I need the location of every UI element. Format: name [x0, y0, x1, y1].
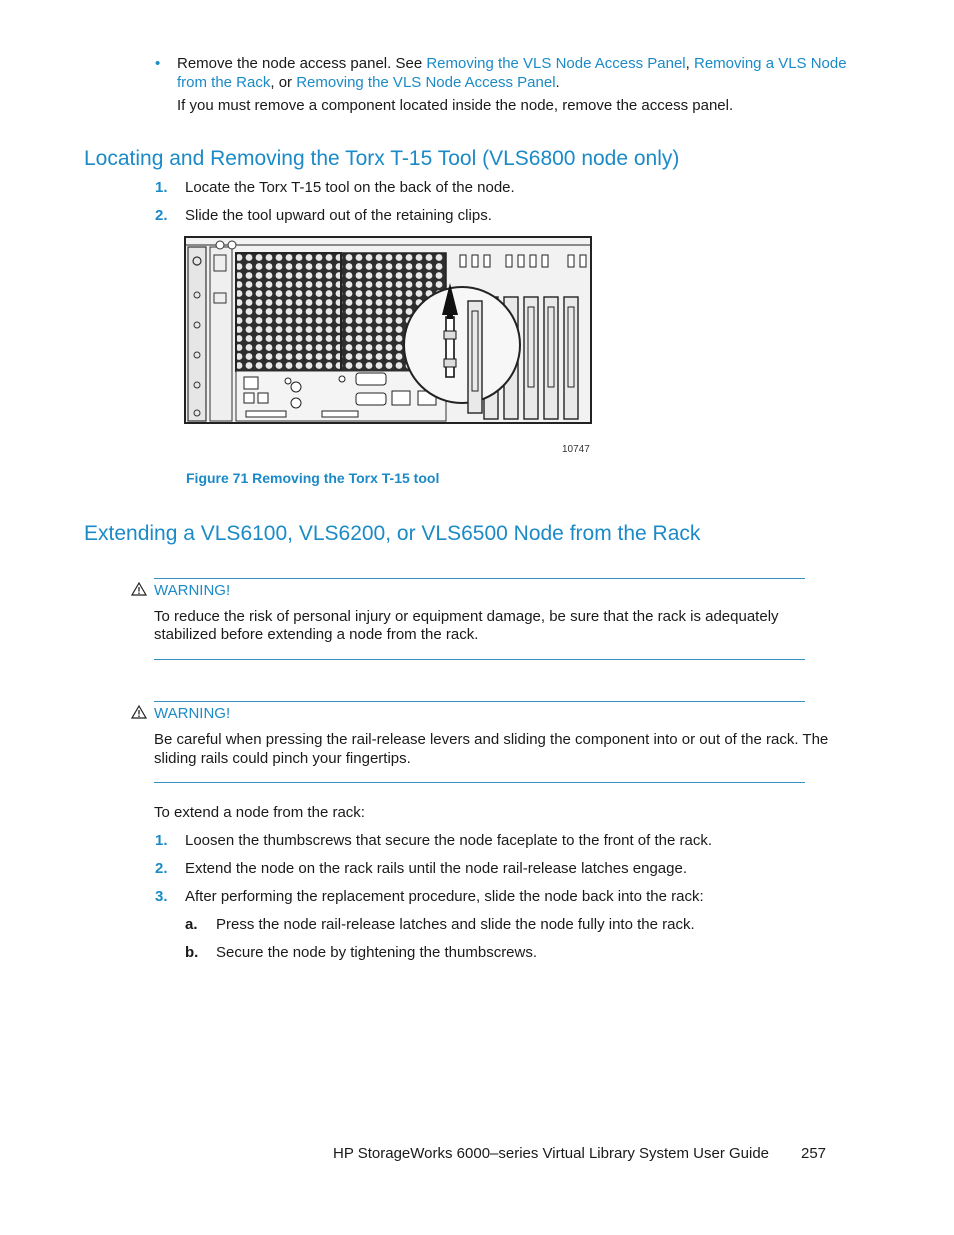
section-heading-extending: Extending a VLS6100, VLS6200, or VLS6500 Node from the Rack	[84, 522, 701, 545]
warning-text-line: Be careful when pressing the rail-release levers and sliding the component into or out of the rack. The	[154, 731, 829, 748]
link-removing-access-panel[interactable]: Removing the VLS Node Access Panel	[426, 55, 686, 72]
step-number: 2.	[155, 860, 168, 877]
step-number: 2.	[155, 207, 168, 224]
warning-text-line: sliding rails could pinch your fingertips.	[154, 750, 411, 767]
warning-top-rule	[154, 701, 805, 702]
footer-guide-title: HP StorageWorks 6000–series Virtual Library System User Guide	[333, 1145, 770, 1162]
figure-caption: Figure 71 Removing the Torx T-15 tool	[186, 470, 440, 486]
substep-text: Press the node rail-release latches and slide the node fully into the rack.	[216, 916, 695, 933]
substep-letter: b.	[185, 944, 199, 961]
separator: , or	[270, 74, 297, 91]
link-removing-node-from-rack[interactable]: Removing a VLS Node	[694, 55, 847, 72]
warning-bottom-rule	[154, 659, 805, 660]
step-text: Slide the tool upward out of the retaining clips.	[185, 207, 492, 224]
page-number: 257	[801, 1145, 827, 1162]
step-number: 3.	[155, 888, 168, 905]
link-removing-access-panel-2[interactable]: Removing the VLS Node Access Panel	[296, 74, 556, 91]
link-removing-node-from-rack-cont[interactable]: from the Rack	[177, 74, 271, 91]
warning-bottom-rule	[154, 782, 805, 783]
bullet-marker: •	[155, 55, 161, 72]
separator: ,	[685, 55, 694, 72]
substep-text: Secure the node by tightening the thumbscrews.	[216, 944, 538, 961]
warning-label: WARNING!	[154, 582, 231, 599]
step-text: After performing the replacement procedure, slide the node back into the rack:	[185, 888, 704, 905]
bullet-line-2	[177, 73, 560, 92]
period: .	[555, 74, 560, 91]
warning-triangle-icon	[131, 705, 147, 719]
section-heading-torx: Locating and Removing the Torx T-15 Tool (VLS6800 node only)	[84, 147, 680, 170]
bullet-text: Remove the node access panel. See	[177, 55, 427, 72]
step-text: Locate the Torx T-15 tool on the back of the node.	[185, 179, 515, 196]
warning-top-rule	[154, 578, 805, 579]
torx-tool-illustration	[184, 235, 594, 427]
warning-text-line: To reduce the risk of personal injury or equipment damage, be sure that the rack is adequately	[154, 608, 779, 625]
figure-id-label: 10747	[562, 444, 590, 455]
bullet-line-1	[177, 54, 847, 73]
bullet-note: If you must remove a component located inside the node, remove the access panel.	[177, 97, 734, 114]
step-number: 1.	[155, 179, 168, 196]
step-number: 1.	[155, 832, 168, 849]
procedure-intro: To extend a node from the rack:	[154, 804, 365, 821]
step-text: Loosen the thumbscrews that secure the node faceplate to the front of the rack.	[185, 832, 712, 849]
substep-letter: a.	[185, 916, 198, 933]
warning-text-line: stabilized before extending a node from the rack.	[154, 626, 479, 643]
step-text: Extend the node on the rack rails until the node rail-release latches engage.	[185, 860, 687, 877]
warning-triangle-icon	[131, 582, 147, 596]
warning-label: WARNING!	[154, 705, 231, 722]
